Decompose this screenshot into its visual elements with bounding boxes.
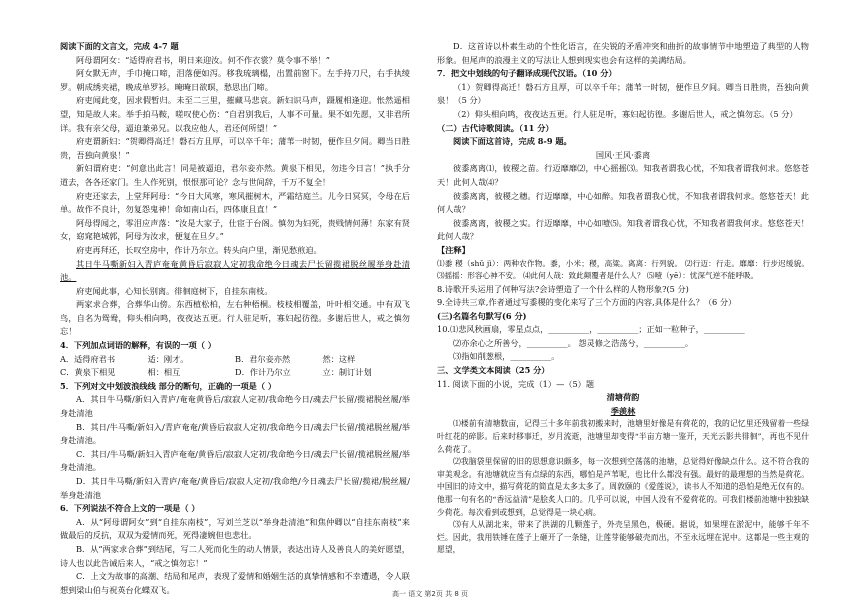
story-paragraph: ⑴楼前有清塘数亩，记得三十多年前我初搬来时，池塘里好像是有荷花的，我的记忆里还残留着一些绿叶红花的碎影。后来时移事迁，岁月流逝，池塘里却变得“半亩方塘一鉴开，天光云影共徘徊”，再也不见什么荷花了。 xyxy=(437,419,809,454)
q5-option-b: B．其日/牛马嘶/新妇入/青庐奄奄/黄昏后寂寂人定初/我命绝今日/魂去尸长留/揽裙脱丝履/举身赴清池。 xyxy=(60,421,410,446)
question-11: 11. 阅读下面的小说，完成（1）—（5）题 xyxy=(437,378,595,389)
poem-stanza: 彼黍离离，彼稷之实。行迈靡靡，中心如噎⑸。知我者谓我心忧，不知我者谓我何求。悠悠苍天！此何人哉？ xyxy=(437,217,809,242)
q4-option: B．君尔妾亦然 xyxy=(235,353,291,364)
story-title: 清塘荷韵 xyxy=(606,392,640,403)
passage-paragraph: 府吏谓新妇：“贺卿得高迁！磐石方且厚，可以卒千年；蒲苇一时韧，便作旦夕间。卿当日胜贵，吾独向黄泉！” xyxy=(60,136,410,160)
passage-paragraph: 府吏再拜还，长叹空房中，作计乃尔立。转头向户里，渐见愁煎迫。 xyxy=(76,244,322,255)
page-footer: 高一 语文 第2页 共 8 页 xyxy=(391,590,469,598)
question-4-stem: 4．下列加点词语的解释，有误的一项（ ） xyxy=(60,340,216,351)
q4-option: 立：制订计划 xyxy=(322,367,372,378)
q4-option: 相：相互 xyxy=(147,367,181,378)
section-poetry-instruction: 阅读下面这首诗，完成 8-9 题。 xyxy=(453,136,572,147)
q4-option: A．适得府君书 xyxy=(60,353,116,364)
story-paragraph: ⑶有人从湖北来，带来了洪湖的几颗莲子，外壳呈黑色，极硬。据说，如果埋在淤泥中，能够千年不烂。因此，我用铁锤在莲子上砸开了一条缝，让莲芽能够破壳而出，不至永远埋在泥中。这都是一些主观的愿望， xyxy=(437,520,809,555)
question-8: 8.诗歌开头运用了何种写法?会诗塑造了一个什么样的人物形象?(5 分) xyxy=(437,283,689,294)
question-9: 9.全诗共三章,作者通过写黍稷的变化来写了三个方面的内容,具体是什么？（6 分） xyxy=(437,297,737,308)
question-7-stem: 7．把文中划线的句子翻译成现代汉语。（10 分） xyxy=(437,68,617,79)
section-literature-heading: 三、文学类文本阅读（25 分） xyxy=(437,365,550,376)
q10-part-1: 10.⑴悲风秋画扇，零星点点，__________，__________；正如一粒种子，__________ xyxy=(437,324,745,335)
question-5-stem: 5．下列对文中划波浪线线 部分的断句，正确的一项是（ ） xyxy=(60,380,277,391)
passage-paragraph: 阿母得闻之，零泪应声落：“汝是大家子，仕宦于台阁。慎勿为妇死，贵贱情何薄！东家有贤女，窈窕艳城郭，阿母为汝求，便复在旦夕。” xyxy=(60,217,410,242)
section-poetry-heading: （二）古代诗歌阅读。（11 分） xyxy=(437,122,554,133)
q6-option-b: B．从“两家求合葬”到结尾，写二人死而化生的动人情景，表达出诗人及善良人的美好愿望，诗人也以此告诫后来人，“戒之慎勿忘！” xyxy=(60,543,410,568)
notes-heading: 【注释】 xyxy=(437,244,470,255)
q5-option-d: D．其日牛马嘶/新妇入青庐/奄奄/黄昏后/寂寂人定初/我命绝/今日魂去尸长留/揽裙/脱丝履/举身赴清池 xyxy=(60,476,410,500)
passage-paragraph: 新妇谓府吏：“何意出此言！同是被逼迫，君尔妾亦然。黄泉下相见，勿违今日言！”执手分道去，各各还家门。生人作死别，恨恨那可论？念与世间辞，千万不复全！ xyxy=(60,163,410,187)
right-column xyxy=(437,40,809,557)
question-6-stem: 6．下列说法不符合上文的一项是（ ） xyxy=(60,503,200,514)
notes-text: ⑴黍 稷（shǔ jì）：两种农作物。黍，小米；稷，高粱。离离：行列貌。 ⑵行迈：行走。靡靡：行步迟缓貌。 ⑶摇摇：形容心神不安。 ⑷此何人哉：致此颠覆者是什么人？ ⑸噎（yē）：忧深气逆不能呼吸。 xyxy=(437,258,809,280)
q5-option-c: C．其日/牛马嘶/新妇入青庐奄奄/黄昏后/寂寂人定初/我命绝今日/魂去尸长留/揽裙脱丝履/举身赴清池。 xyxy=(60,448,410,473)
poem-title: 国风·王风·黍离 xyxy=(595,149,651,160)
passage-paragraph: 府吏闻此事，心知长别离。徘徊庭树下，自挂东南枝。 xyxy=(76,285,273,296)
q6-option-c: C．上文为故事的高潮、结局和尾声，表现了爱情和婚姻生活的真挚情感和不幸遭遇，令人联想到梁山伯与祝英台化蝶双飞。 xyxy=(60,571,410,595)
section-heading: 阅读下面的文言文，完成 4-7 题 xyxy=(60,41,179,51)
passage-paragraph: 府吏还家去，上堂拜阿母：“今日大风寒，寒风摧树木，严霜结庭兰。儿今日冥冥，令母在后单。故作不良计，勿复怨鬼神！命如南山石，四体康且直！” xyxy=(60,190,410,215)
q6-option-a: A．从“阿母谓阿女”到“自挂东南枝”，写刘兰芝以“举身赴清池”和焦仲卿以“自挂东南枝”来做最后的反抗，双双为爱情而死，死得凄婉但也悲壮。 xyxy=(60,516,410,541)
story-author: 季羡林 xyxy=(610,405,636,416)
passage-paragraph: 府吏闻此变，因求假暂归。未至二三里，摧藏马悲哀。新妇识马声，蹑履相逢迎。怅然遥相望，知是故人来。举手拍马鞍，嗟叹使心伤：“自君别我后，人事不可量。果不如先愿，又非君所详。我有亲父母，逼迫兼弟兄。以我应他人，君还何所望！” xyxy=(60,95,410,133)
section-recitation-heading: (三)名篇名句默写(6 分) xyxy=(437,310,527,321)
poem-stanza: 彼黍离离，彼稷之穗。行迈靡靡，中心如醉。知我者谓我心忧，不知我者谓我何求。悠悠苍天！此何人哉？ xyxy=(437,190,809,215)
q10-part-2: ⑵亦余心之所善兮，__________。 怨灵修之浩荡兮，__________。 xyxy=(453,337,694,348)
passage-paragraph: 两家求合葬，合葬华山傍。东西植松柏，左右种梧桐。枝枝相覆盖，叶叶相交通。中有双飞鸟，自名为鸳鸯，仰头相向鸣，夜夜达五更。行人驻足听，寡妇起彷徨。多谢后世人，戒之慎勿忘！ xyxy=(60,299,410,337)
q4-option: D．作计乃尔立 xyxy=(235,367,291,378)
q10-part-3: ⑶指如削葱根，__________。 xyxy=(453,351,560,362)
q4-option: 然：这样 xyxy=(322,353,356,364)
poem-stanza: 彼黍离离⑴，彼稷之苗。行迈靡靡⑵，中心摇摇⑶。知我者谓我心忧，不知我者谓我何求。悠悠苍天！此何人哉⑷？ xyxy=(437,163,809,187)
q7-part-2: （2）仰头相向鸣，夜夜达五更。行人驻足听，寡妇起彷徨。多谢后世人，戒之慎勿忘。（5 分） xyxy=(453,108,798,119)
passage-paragraph-wavy: 其日牛马嘶新妇入青庐奄奄黄昏后寂寂人定初我命绝今日魂去尸长留揽裙脱丝履举身赴清池。 xyxy=(60,258,410,283)
story-paragraph: ⑵我脑袋里保留的旧的思想意识颇多，每一次想到空荡荡的池塘，总觉得好像缺点什么。这不符合我的审美观念。有池塘就应当有点绿的东西，哪怕是芦苇呢，也比什么都没有强。最好的最理想的当然是荷花。中国旧的诗文中，描写荷花的简直是太多太多了。周敦颐的《爱莲说》，读书人不知道的恐怕是绝无仅有的。他那一句有名的“香远益清”是脍炙人口的。几乎可以说，中国人没有不爱荷花的。可我们楼前池塘中独独缺少荷花。每次看到或想到，总觉得是一块心病。 xyxy=(437,457,809,517)
question-4-options xyxy=(60,353,410,380)
q4-option: 适：刚才。 xyxy=(147,353,189,364)
passage-paragraph: 阿母谓阿女：“适得府君书，明日来迎汝。何不作衣裳？莫令事不举！” xyxy=(76,54,330,65)
q4-option: C．黄泉下相见 xyxy=(60,367,116,378)
passage-paragraph: 阿女默无声，手巾掩口啼，泪落便如泻。移我琉璃榻，出置前窗下。左手持刀尺，右手执绫罗。朝成绣夹裙，晚成单罗衫。晻晻日欲暝，愁思出门啼。 xyxy=(60,68,410,92)
q5-option-a: A．其日牛马嘶/新妇入青庐/奄奄黄昏后/寂寂人定初/我命绝今日/魂去尸长留/揽裙脱丝履/举身赴清池 xyxy=(60,394,410,419)
q7-part-1: （1）贺卿得高迁！磐石方且厚，可以卒千年；蒲苇一时韧，便作旦夕间。卿当日胜贵，吾独向黄泉！（5 分） xyxy=(437,81,809,106)
left-column xyxy=(60,40,410,597)
q6-option-d: D．这首诗以朴素生动的个性化语言，在尖锐的矛盾冲突和曲折的故事情节中地塑造了典型的人物形象。但尾声的浪漫主义的写法让人想到现实也会有这样的美满结局。 xyxy=(437,41,809,65)
